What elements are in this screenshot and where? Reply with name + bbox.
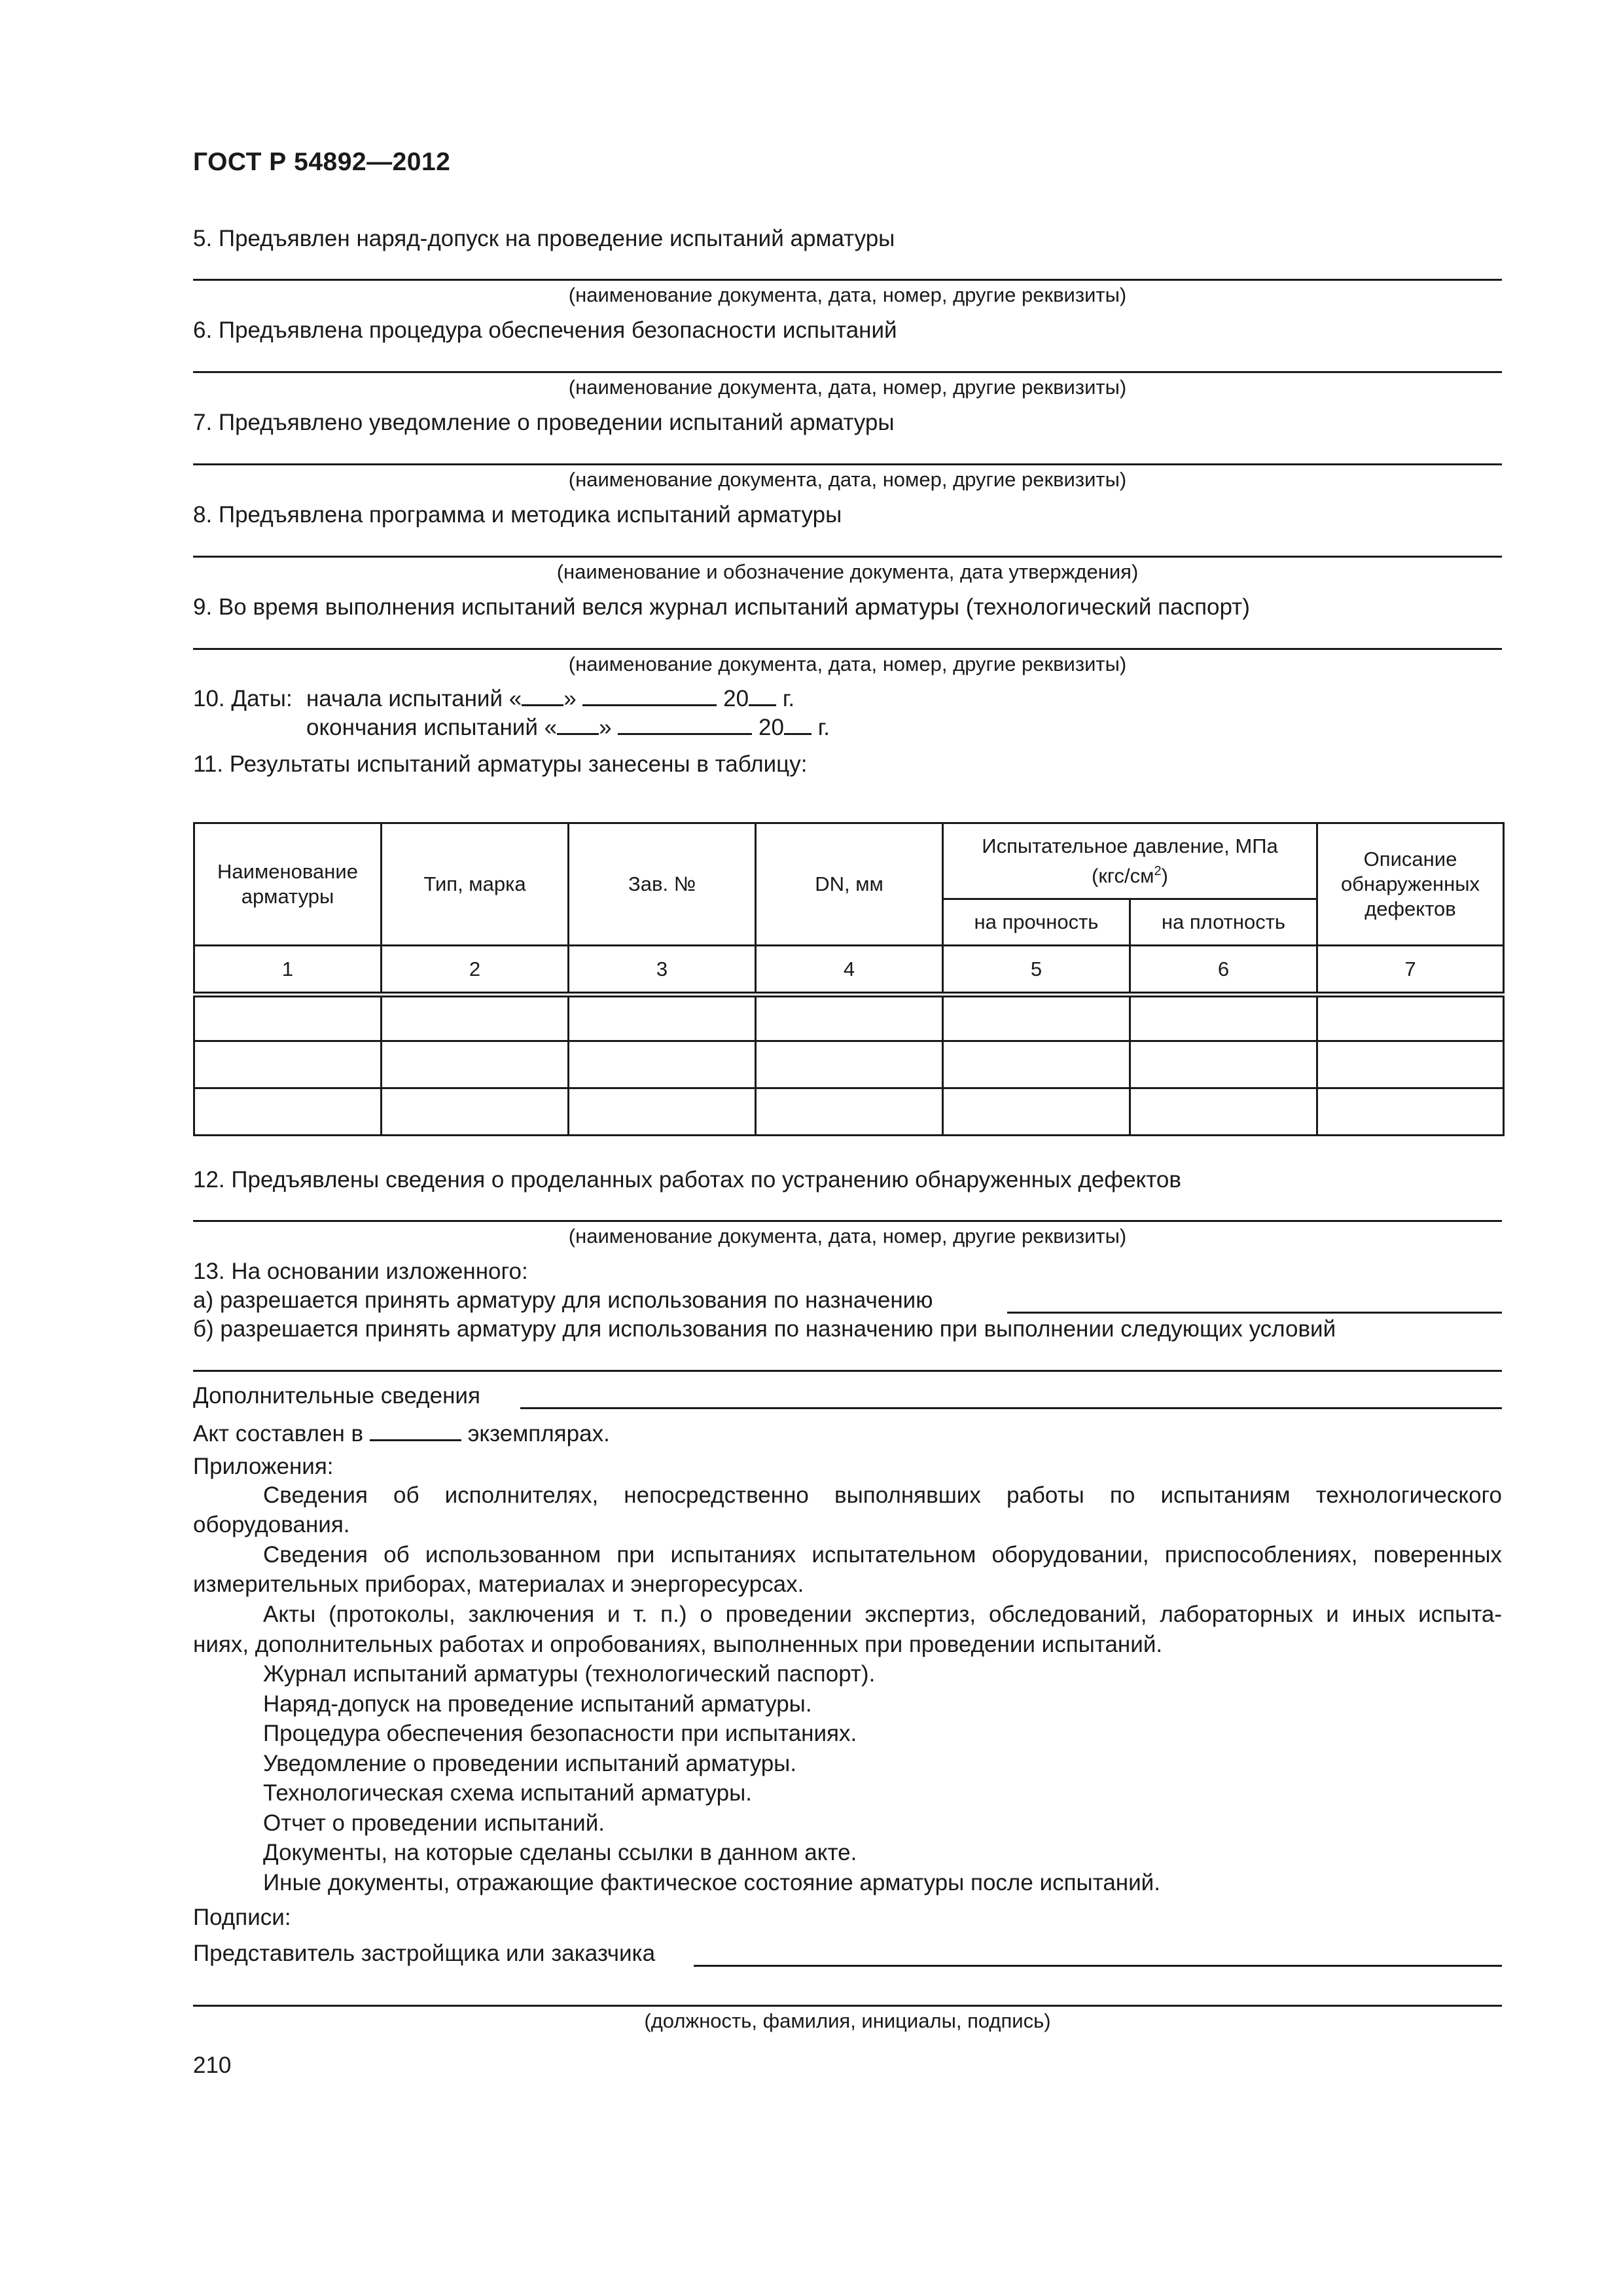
table-cell[interactable] [756,1088,943,1136]
fill-line-13b[interactable] [193,1370,1502,1372]
table-cell[interactable] [569,997,756,1041]
fill-line [193,1220,1502,1222]
attachment-p2-cont: измерительных приборах, материалах и энергоресурсах. [193,1571,804,1597]
table-cell[interactable] [756,997,943,1041]
table-cell[interactable] [1130,997,1317,1041]
date-start-row [306,685,794,713]
attachment-list-item: Уведомление о проведении испытаний арматуры. [263,1751,797,1776]
header-cell-pressure: Испытательное давление, МПа $(кгс/см^2)$ [943,823,1317,899]
column-number: 2 [382,946,569,993]
attachment-list-item: Иные документы, отражающие фактическое состояние арматуры после испытаний. [263,1870,1160,1895]
year-field[interactable] [784,713,812,735]
attachment-list-item: Технологическая схема испытаний арматуры. [263,1780,752,1806]
caption-doc-approval: (наименование и обозначение документа, дата утверждения) [556,560,1139,583]
month-field[interactable] [582,685,717,706]
attachment-list-item: Процедура обеспечения безопасности при испытаниях. [263,1721,857,1746]
date-end-label: окончания испытаний « [306,715,558,740]
table-cell[interactable] [943,1088,1130,1136]
caption-doc-details: (наименование документа, дата, номер, другие реквизиты) [568,283,1127,306]
header-cell-defects: Описание обнаруженных дефектов [1317,823,1504,946]
table-cell[interactable] [1317,1088,1504,1136]
date-start-label: начала испытаний « [306,686,522,711]
year-field[interactable] [749,685,776,706]
signature-customer-label: Представитель застройщика или заказчика [193,1941,656,1966]
table-cell[interactable] [1130,1041,1317,1088]
header-cell-serial: Зав. № [569,823,756,946]
table-cell[interactable] [569,1041,756,1088]
item-12: 12. Предъявлены сведения о проделанных работах по устранению обнаруженных дефектов [193,1167,1181,1193]
caption-doc-details: (наименование документа, дата, номер, другие реквизиты) [568,653,1127,675]
fill-line [193,279,1502,281]
day-field[interactable] [522,685,563,706]
attachment-p1: Сведения об исполнителях, непосредственно выполнявших работы по испытаниям технологического [263,1482,1502,1508]
table-cell[interactable] [756,1041,943,1088]
table-cell[interactable] [382,997,569,1041]
day-field[interactable] [557,713,599,735]
table-cell[interactable] [382,1088,569,1136]
table-cell[interactable] [1317,997,1504,1041]
attachment-p2: Сведения об использованном при испытаниях испытательном оборудовании, приспособлениях, поверенных [263,1542,1502,1568]
attachment-p3-cont: ниях, дополнительных работах и опробованиях, выполненных при проведении испытаний. [193,1632,1163,1657]
month-field[interactable] [618,713,752,735]
document-header: ГОСТ Р 54892—2012 [193,148,451,176]
column-number: 6 [1130,946,1317,993]
table-cell[interactable] [943,997,1130,1041]
page-number: 210 [193,2053,232,2078]
header-cell-name: Наименование арматуры [194,823,382,946]
table-cell[interactable] [194,997,382,1041]
column-number: 7 [1317,946,1504,993]
table-cell[interactable] [194,1041,382,1088]
fill-line-13a[interactable] [1007,1312,1502,1314]
additional-label: Дополнительные сведения [193,1383,480,1408]
copies-prefix: Акт составлен в [193,1421,364,1446]
fill-line [193,556,1502,558]
item-11: 11. Результаты испытаний арматуры занесены в таблицу: [193,751,808,777]
attachment-list-item: Документы, на которые сделаны ссылки в данном акте. [263,1840,857,1865]
item-6: 6. Предъявлена процедура обеспечения безопасности испытаний [193,317,897,343]
date-end-row [306,713,830,742]
table-cell[interactable] [194,1088,382,1136]
item-13a: а) разрешается принять арматуру для использования по назначению [193,1287,933,1313]
header-cell-strength: на прочность [943,899,1130,946]
item-13-title: 13. На основании изложенного: [193,1259,528,1284]
caption-doc-details: (наименование документа, дата, номер, другие реквизиты) [568,376,1127,399]
attachment-list-item: Журнал испытаний арматуры (технологический паспорт). [263,1661,876,1687]
header-cell-type: Тип, марка [382,823,569,946]
copies-row [193,1420,610,1448]
signatures-title: Подписи: [193,1905,291,1930]
attachment-p3: Акты (протоколы, заключения и т. п.) о проведении экспертиз, обследований, лабораторных и иных испыта- [263,1602,1502,1627]
attachment-list-item: Наряд-допуск на проведение испытаний арматуры. [263,1691,812,1717]
quote-close: » [599,715,612,740]
year-prefix: 20 [758,715,784,740]
item-5: 5. Предъявлен наряд-допуск на проведение испытаний арматуры [193,226,895,251]
column-number: 4 [756,946,943,993]
year-suffix: г. [782,686,795,711]
table-cell[interactable] [382,1041,569,1088]
quote-close: » [563,686,577,711]
table-cell[interactable] [1130,1088,1317,1136]
year-suffix: г. [817,715,830,740]
attachments-title: Приложения: [193,1454,334,1479]
item-8: 8. Предъявлена программа и методика испытаний арматуры [193,502,842,528]
header-cell-density: на плотность [1130,899,1317,946]
year-prefix: 20 [723,686,749,711]
table-cell[interactable] [1317,1041,1504,1088]
caption-signature: (должность, фамилия, инициалы, подпись) [644,2009,1051,2032]
table-row [194,997,1504,1041]
table-cell[interactable] [943,1041,1130,1088]
caption-doc-details: (наименование документа, дата, номер, другие реквизиты) [568,1225,1127,1247]
item-13b: б) разрешается принять арматуру для использования по назначению при выполнении следующих условий [193,1316,1336,1342]
column-number: 5 [943,946,1130,993]
fill-line [193,371,1502,373]
fill-line [193,463,1502,465]
caption-doc-details: (наименование документа, дата, номер, другие реквизиты) [568,468,1127,491]
dates-label: 10. Даты: [193,686,293,711]
column-numbers-row [194,946,1504,993]
copies-field[interactable] [370,1420,461,1441]
table-row [194,1041,1504,1088]
fill-line-additional[interactable] [520,1407,1502,1409]
column-number: 1 [194,946,382,993]
fill-line [193,648,1502,650]
attachment-p1-cont: оборудования. [193,1512,350,1537]
copies-suffix: экземплярах. [467,1421,610,1446]
item-7: 7. Предъявлено уведомление о проведении испытаний арматуры [193,410,895,435]
table-cell[interactable] [569,1088,756,1136]
attachment-list-item: Отчет о проведении испытаний. [263,1810,605,1836]
item-9: 9. Во время выполнения испытаний велся журнал испытаний арматуры (технологический паспорт) [193,594,1250,620]
header-cell-dn: DN, мм [756,823,943,946]
column-number: 3 [569,946,756,993]
results-table [193,822,1505,1136]
table-row [194,1088,1504,1136]
fill-line[interactable] [193,2005,1502,2007]
fill-line-customer[interactable] [694,1965,1502,1967]
